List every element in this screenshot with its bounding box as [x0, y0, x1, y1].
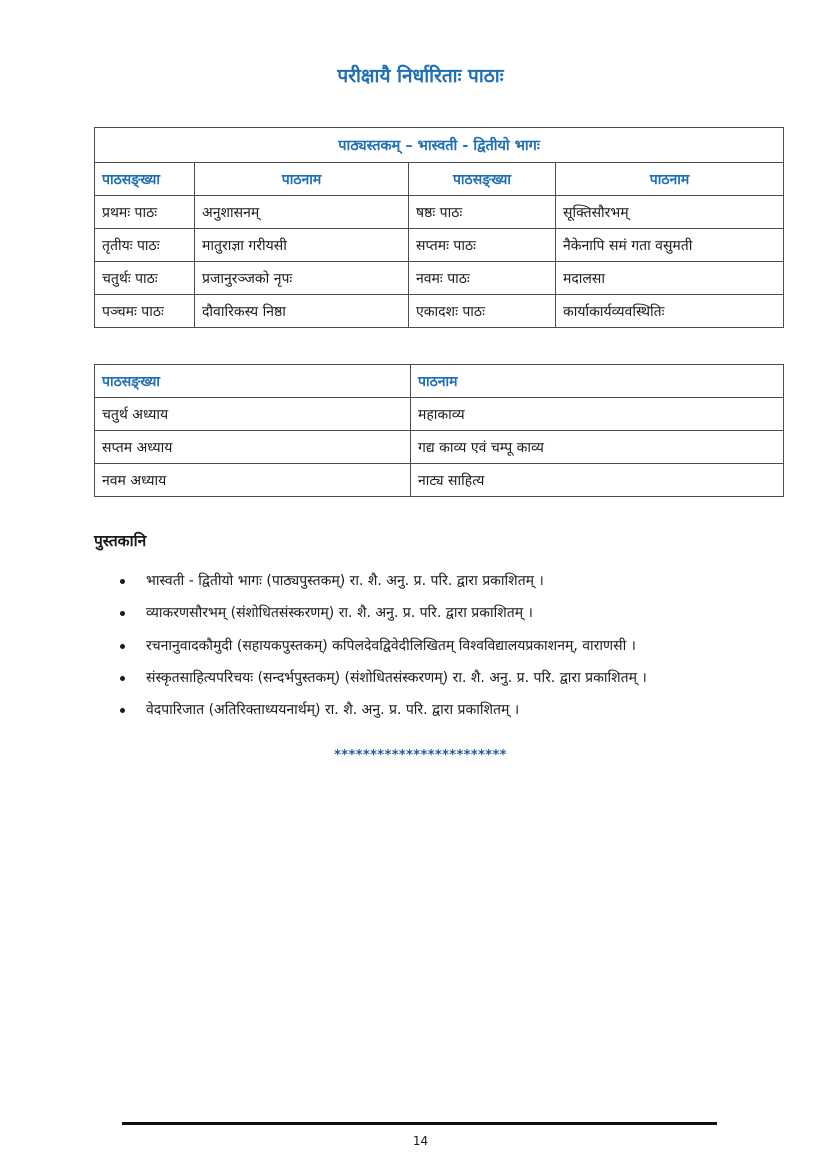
list-item: भास्वती - द्वितीयो भागः (पाठ्यपुस्तकम्) रा. शै. अनु. प्र. परि. द्वारा प्रकाशितम् ।: [94, 571, 794, 603]
page-title: परीक्षायै निर्धारिताः पाठाः: [337, 65, 504, 87]
table-cell: दौवारिकस्य निष्ठा: [195, 295, 409, 328]
table-caption-row: [95, 128, 784, 163]
footer-divider: [122, 1121, 717, 1126]
table-row: [95, 398, 784, 431]
column-header-lesson-name: पाठनाम: [195, 163, 409, 196]
table-cell: महाकाव्य: [411, 398, 784, 431]
column-header-lesson-number: पाठसङ्ख्या: [409, 163, 556, 196]
table-row: [95, 262, 784, 295]
table-cell: षष्ठः पाठः: [409, 196, 556, 229]
list-item: व्याकरणसौरभम् (संशोधितसंस्करणम्) रा. शै. अनु. प्र. परि. द्वारा प्रकाशितम् ।: [94, 603, 794, 635]
chapter-table: [94, 364, 784, 497]
table-row: [95, 464, 784, 497]
table-cell: नाट्य साहित्य: [411, 464, 784, 497]
table-cell: नैकेनापि समं गता वसुमती: [556, 229, 784, 262]
table-row: [95, 229, 784, 262]
table-cell: एकादशः पाठः: [409, 295, 556, 328]
table-row: [95, 196, 784, 229]
list-item: संस्कृतसाहित्यपरिचयः (सन्दर्भपुस्तकम्) (संशोधितसंस्करणम्) रा. शै. अनु. प्र. परि. द्वारा प्रकाशितम् ।: [94, 668, 794, 700]
column-header-lesson-name: पाठनाम: [556, 163, 784, 196]
table-cell: सप्तम अध्याय: [95, 431, 411, 464]
table-cell: मातुराज्ञा गरीयसी: [195, 229, 409, 262]
table-cell: चतुर्थः पाठः: [95, 262, 195, 295]
table-cell: प्रजानुरञ्जको नृपः: [195, 262, 409, 295]
table-cell: मदालसा: [556, 262, 784, 295]
table-row: [95, 431, 784, 464]
books-list: [94, 571, 794, 732]
table-cell: तृतीयः पाठः: [95, 229, 195, 262]
table-cell: नवम अध्याय: [95, 464, 411, 497]
table-cell: पञ्चमः पाठः: [95, 295, 195, 328]
table-cell: प्रथमः पाठः: [95, 196, 195, 229]
table-cell: सूक्तिसौरभम्: [556, 196, 784, 229]
section-separator: ************************: [334, 748, 507, 763]
table-cell: गद्य काव्य एवं चम्पू काव्य: [411, 431, 784, 464]
table-cell: अनुशासनम्: [195, 196, 409, 229]
table-row: [95, 295, 784, 328]
list-item: वेदपारिजात (अतिरिक्ताध्ययनार्थम्) रा. शै. अनु. प्र. परि. द्वारा प्रकाशितम् ।: [94, 700, 794, 732]
books-heading: पुस्तकानि: [94, 532, 147, 550]
table-caption: पाठ्यस्तकम् – भास्वती - द्वितीयो भागः: [95, 128, 784, 163]
table-cell: सप्तमः पाठः: [409, 229, 556, 262]
table-cell: कार्याकार्यव्यवस्थितिः: [556, 295, 784, 328]
table-cell: नवमः पाठः: [409, 262, 556, 295]
table-header-row: [95, 365, 784, 398]
list-item: रचनानुवादकौमुदी (सहायकपुस्तकम्) कपिलदेवद्विवेदीलिखितम् विश्वविद्यालयप्रकाशनम्, वाराणसी ।: [94, 636, 794, 668]
table-header-row: [95, 163, 784, 196]
page-number: 14: [412, 1134, 429, 1148]
syllabus-table: [94, 127, 784, 328]
table-cell: चतुर्थ अध्याय: [95, 398, 411, 431]
column-header-lesson-name: पाठनाम: [411, 365, 784, 398]
column-header-lesson-number: पाठसङ्ख्या: [95, 365, 411, 398]
column-header-lesson-number: पाठसङ्ख्या: [95, 163, 195, 196]
